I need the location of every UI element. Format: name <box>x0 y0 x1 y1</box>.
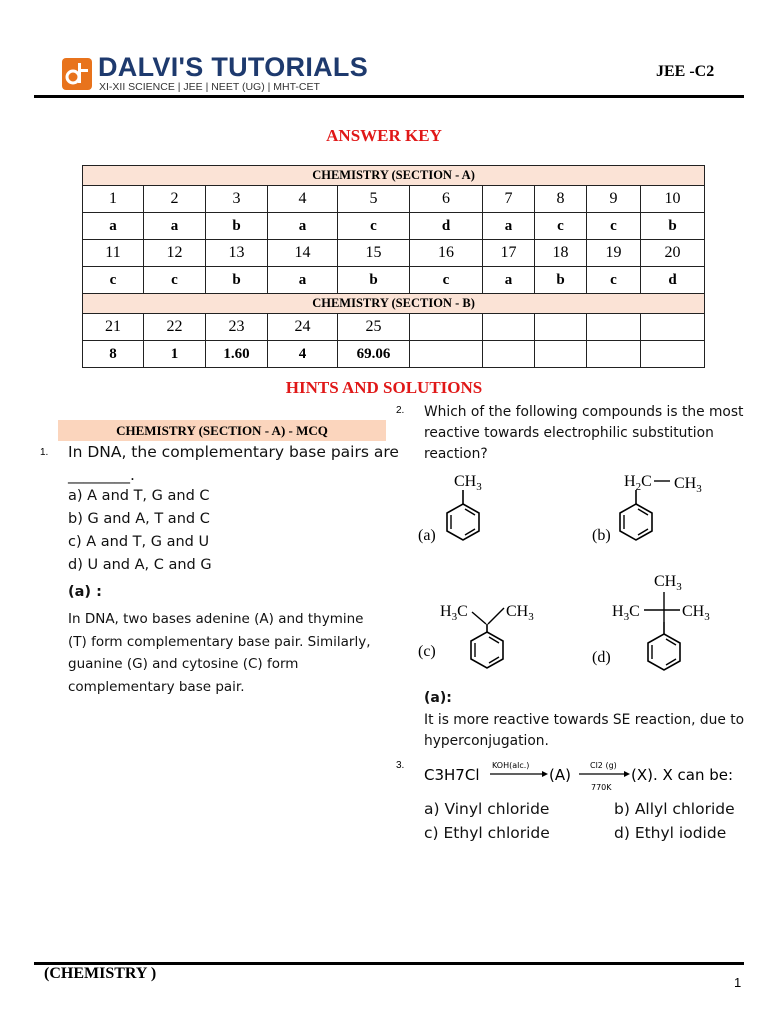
table-cell: 69.06 <box>338 341 410 368</box>
table-cell: 16 <box>410 240 483 267</box>
table-cell: 15 <box>338 240 410 267</box>
table-cell <box>641 314 705 341</box>
table-cell: 24 <box>268 314 338 341</box>
table-cell: 10 <box>641 186 705 213</box>
table-cell <box>535 314 587 341</box>
q3-option-d: d) Ethyl iodide <box>614 824 727 842</box>
brand-name: DALVI'S TUTORIALS <box>98 52 369 82</box>
exam-code: JEE -C2 <box>656 63 715 80</box>
table-cell: 8 <box>83 341 144 368</box>
q2-question: Which of the following compounds is the most reactive towards electrophilic substitution reaction? <box>424 404 744 462</box>
table-cell <box>641 341 705 368</box>
svg-text:H3C: $H_3C$ <box>440 603 468 623</box>
structure-b-label: (b) <box>592 527 611 544</box>
table-cell <box>535 341 587 368</box>
table-cell: 3 <box>206 186 268 213</box>
table-cell: a <box>268 267 338 294</box>
q2-explanation: It is more reactive towards SE reaction, due to hyperconjugation. <box>424 712 745 749</box>
table-cell: d <box>641 267 705 294</box>
table-cell: 12 <box>144 240 206 267</box>
table-cell: 1 <box>83 186 144 213</box>
q3-option-a: a) Vinyl chloride <box>424 800 550 818</box>
q2-answer: (a): <box>424 690 452 706</box>
table-cell: c <box>535 213 587 240</box>
table-cell: b <box>206 267 268 294</box>
table-cell: a <box>483 267 535 294</box>
page-number: 1 <box>734 975 742 990</box>
table-cell: b <box>338 267 410 294</box>
table-cell <box>410 314 483 341</box>
svg-text:CH3: $CH_3$ <box>654 573 682 593</box>
structure-a-toluene <box>418 470 498 562</box>
table-cell: 21 <box>83 314 144 341</box>
table-cell <box>587 341 641 368</box>
table-cell <box>483 341 535 368</box>
table-cell: 18 <box>535 240 587 267</box>
answer-row <box>83 267 705 294</box>
table-cell <box>587 314 641 341</box>
table-cell: b <box>641 213 705 240</box>
structure-d-label: (d) <box>592 649 611 666</box>
table-cell: c <box>587 267 641 294</box>
svg-text:CH3: $CH_3$ <box>454 473 482 493</box>
table-cell: d <box>410 213 483 240</box>
table-cell: 4 <box>268 341 338 368</box>
q3-option-c: c) Ethyl chloride <box>424 824 550 842</box>
q1-number: 1. <box>40 447 49 458</box>
table-cell: 9 <box>587 186 641 213</box>
table-cell: 17 <box>483 240 535 267</box>
q3-reactant: C3H7Cl <box>424 766 480 784</box>
q2-number: 2. <box>396 405 405 416</box>
table-cell: b <box>206 213 268 240</box>
table-cell: c <box>410 267 483 294</box>
table-cell: c <box>338 213 410 240</box>
table-cell <box>483 314 535 341</box>
q1-option-c: c) A and T, G and U <box>68 534 210 550</box>
header-divider <box>34 95 744 98</box>
q3-number: 3. <box>396 760 405 771</box>
table-cell: 6 <box>410 186 483 213</box>
structure-d-tert-butylbenzene <box>590 566 720 684</box>
section-b-header: CHEMISTRY (SECTION - B) <box>83 294 705 314</box>
brand-tagline: XI-XII SCIENCE | JEE | NEET (UG) | MHT-CET <box>99 81 320 93</box>
answer-row <box>83 213 705 240</box>
q1-explanation: In DNA, two bases adenine (A) and thymine (T) form complementary base pair. Similarly, guanine (G) and cytosine (C) form complementary base pair. <box>68 611 371 695</box>
table-cell: a <box>144 213 206 240</box>
q1-option-a: a) A and T, G and C <box>68 488 210 504</box>
q3-condition: 770K <box>591 783 612 792</box>
answer-row <box>83 341 705 368</box>
q3-intermediate: (A) <box>549 766 571 784</box>
q3-product: (X). X can be: <box>631 766 734 784</box>
q3-reaction-scheme <box>424 756 744 794</box>
table-cell: 19 <box>587 240 641 267</box>
answer-key-table <box>82 165 705 368</box>
structure-c-cumene <box>418 596 548 680</box>
hints-title: HINTS AND SOLUTIONS <box>285 378 483 397</box>
question-number-row <box>83 186 705 213</box>
structure-c-label: (c) <box>418 643 436 660</box>
answer-key-title: ANSWER KEY <box>326 126 442 145</box>
structure-b-ethylbenzene <box>590 466 710 562</box>
table-cell <box>410 341 483 368</box>
table-cell: c <box>587 213 641 240</box>
q1-option-b: b) G and A, T and C <box>68 511 210 527</box>
svg-text:CH3: $CH_3$ <box>682 603 710 623</box>
table-cell: 2 <box>144 186 206 213</box>
table-cell: c <box>83 267 144 294</box>
q1-question: In DNA, the complementary base pairs are <box>68 443 399 461</box>
table-cell: 1 <box>144 341 206 368</box>
q3-option-b: b) Allyl chloride <box>614 800 735 818</box>
table-cell: 5 <box>338 186 410 213</box>
table-cell: a <box>483 213 535 240</box>
question-number-row <box>83 314 705 341</box>
brand-logo-icon <box>62 58 92 90</box>
table-cell: 4 <box>268 186 338 213</box>
table-cell: 13 <box>206 240 268 267</box>
svg-text:H2C: $H_2C$ <box>624 473 652 493</box>
table-cell: 22 <box>144 314 206 341</box>
svg-text:CH3: $CH_3$ <box>674 475 702 495</box>
table-cell: 1.60 <box>206 341 268 368</box>
q3-reagent-1: KOH(alc.) <box>492 761 530 770</box>
table-cell: a <box>83 213 144 240</box>
table-cell: 20 <box>641 240 705 267</box>
table-cell: 25 <box>338 314 410 341</box>
svg-text:CH3: $CH_3$ <box>506 603 534 623</box>
structure-a-label: (a) <box>418 527 436 544</box>
question-number-row <box>83 240 705 267</box>
footer-subject: (CHEMISTRY ) <box>44 965 157 982</box>
table-cell: a <box>268 213 338 240</box>
q1-option-d: d) U and A, C and G <box>68 557 212 573</box>
table-cell: 14 <box>268 240 338 267</box>
table-cell: 23 <box>206 314 268 341</box>
table-cell: 11 <box>83 240 144 267</box>
svg-text:H3C: $H_3C$ <box>612 603 640 623</box>
table-cell: 7 <box>483 186 535 213</box>
table-cell: c <box>144 267 206 294</box>
section-a-mcq-banner: CHEMISTRY (SECTION - A) - MCQ <box>58 420 386 441</box>
q1-answer: (a) : <box>68 584 102 600</box>
q3-reagent-2: Cl2 (g) <box>590 761 617 770</box>
table-cell: 8 <box>535 186 587 213</box>
section-a-header: CHEMISTRY (SECTION - A) <box>83 166 705 186</box>
q1-blank: ________. <box>68 466 135 484</box>
table-cell: b <box>535 267 587 294</box>
